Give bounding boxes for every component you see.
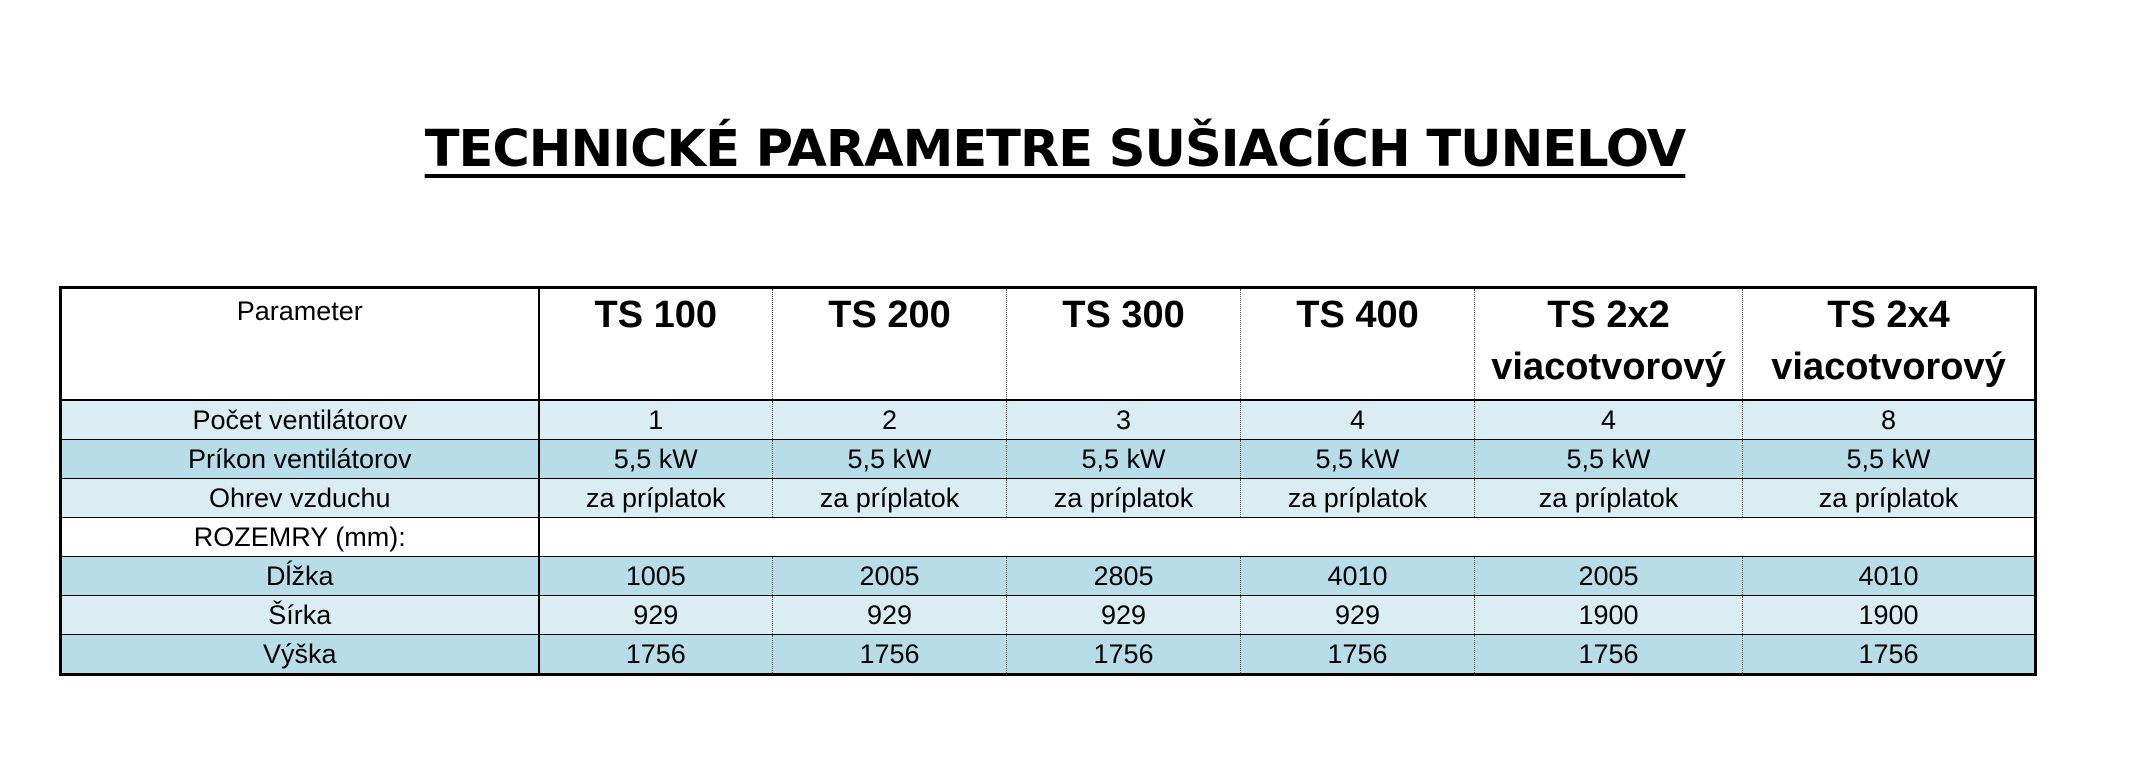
table-row <box>61 400 2036 440</box>
table-header-row <box>61 288 2036 401</box>
row-label: Počet ventilátorov <box>61 400 539 440</box>
cell: 1005 <box>539 557 773 596</box>
parameters-table <box>59 286 2037 676</box>
cell: 1756 <box>1007 635 1241 675</box>
cell: 929 <box>1007 596 1241 635</box>
cell: 4 <box>1241 400 1475 440</box>
cell: 2005 <box>1475 557 1743 596</box>
cell: za príplatok <box>1241 479 1475 518</box>
cell: 2005 <box>773 557 1007 596</box>
cell: 929 <box>773 596 1007 635</box>
cell: 4010 <box>1241 557 1475 596</box>
cell: za príplatok <box>1743 479 2036 518</box>
cell: 2 <box>773 400 1007 440</box>
cell: 4 <box>1475 400 1743 440</box>
cell: 8 <box>1743 400 2036 440</box>
row-label: Šírka <box>61 596 539 635</box>
table-row <box>61 596 2036 635</box>
header-ts300: TS 300 <box>1007 288 1241 401</box>
section-spacer <box>539 518 2036 557</box>
header-parameter: Parameter <box>61 288 539 401</box>
cell: za príplatok <box>1007 479 1241 518</box>
cell: 1756 <box>539 635 773 675</box>
row-label: Dĺžka <box>61 557 539 596</box>
cell: 929 <box>1241 596 1475 635</box>
cell: 1756 <box>1743 635 2036 675</box>
header-ts2x2: TS 2x2 viacotvorový <box>1475 288 1743 401</box>
header-ts100: TS 100 <box>539 288 773 401</box>
cell: 5,5 kW <box>1241 440 1475 479</box>
cell: 4010 <box>1743 557 2036 596</box>
cell: 3 <box>1007 400 1241 440</box>
cell: 2805 <box>1007 557 1241 596</box>
cell: 1 <box>539 400 773 440</box>
cell: 5,5 kW <box>1007 440 1241 479</box>
cell: za príplatok <box>539 479 773 518</box>
cell: 5,5 kW <box>539 440 773 479</box>
row-label: Výška <box>61 635 539 675</box>
header-ts2x4: TS 2x4 viacotvorový <box>1743 288 2036 401</box>
table-row <box>61 557 2036 596</box>
cell: 1756 <box>1475 635 1743 675</box>
cell: 929 <box>539 596 773 635</box>
cell: 5,5 kW <box>773 440 1007 479</box>
cell: 1900 <box>1475 596 1743 635</box>
row-label: ROZEMRY (mm): <box>61 518 539 557</box>
row-label: Ohrev vzduchu <box>61 479 539 518</box>
header-ts200: TS 200 <box>773 288 1007 401</box>
header-ts400: TS 400 <box>1241 288 1475 401</box>
cell: 1900 <box>1743 596 2036 635</box>
table-row <box>61 479 2036 518</box>
table-row <box>61 635 2036 675</box>
cell: za príplatok <box>1475 479 1743 518</box>
table-row <box>61 518 2036 557</box>
cell: 5,5 kW <box>1743 440 2036 479</box>
cell: za príplatok <box>773 479 1007 518</box>
table-row <box>61 440 2036 479</box>
cell: 1756 <box>773 635 1007 675</box>
row-label: Príkon ventilátorov <box>61 440 539 479</box>
cell: 5,5 kW <box>1475 440 1743 479</box>
page-title: TECHNICKÉ PARAMETRE SUŠIACÍCH TUNELOV <box>424 120 1686 179</box>
cell: 1756 <box>1241 635 1475 675</box>
